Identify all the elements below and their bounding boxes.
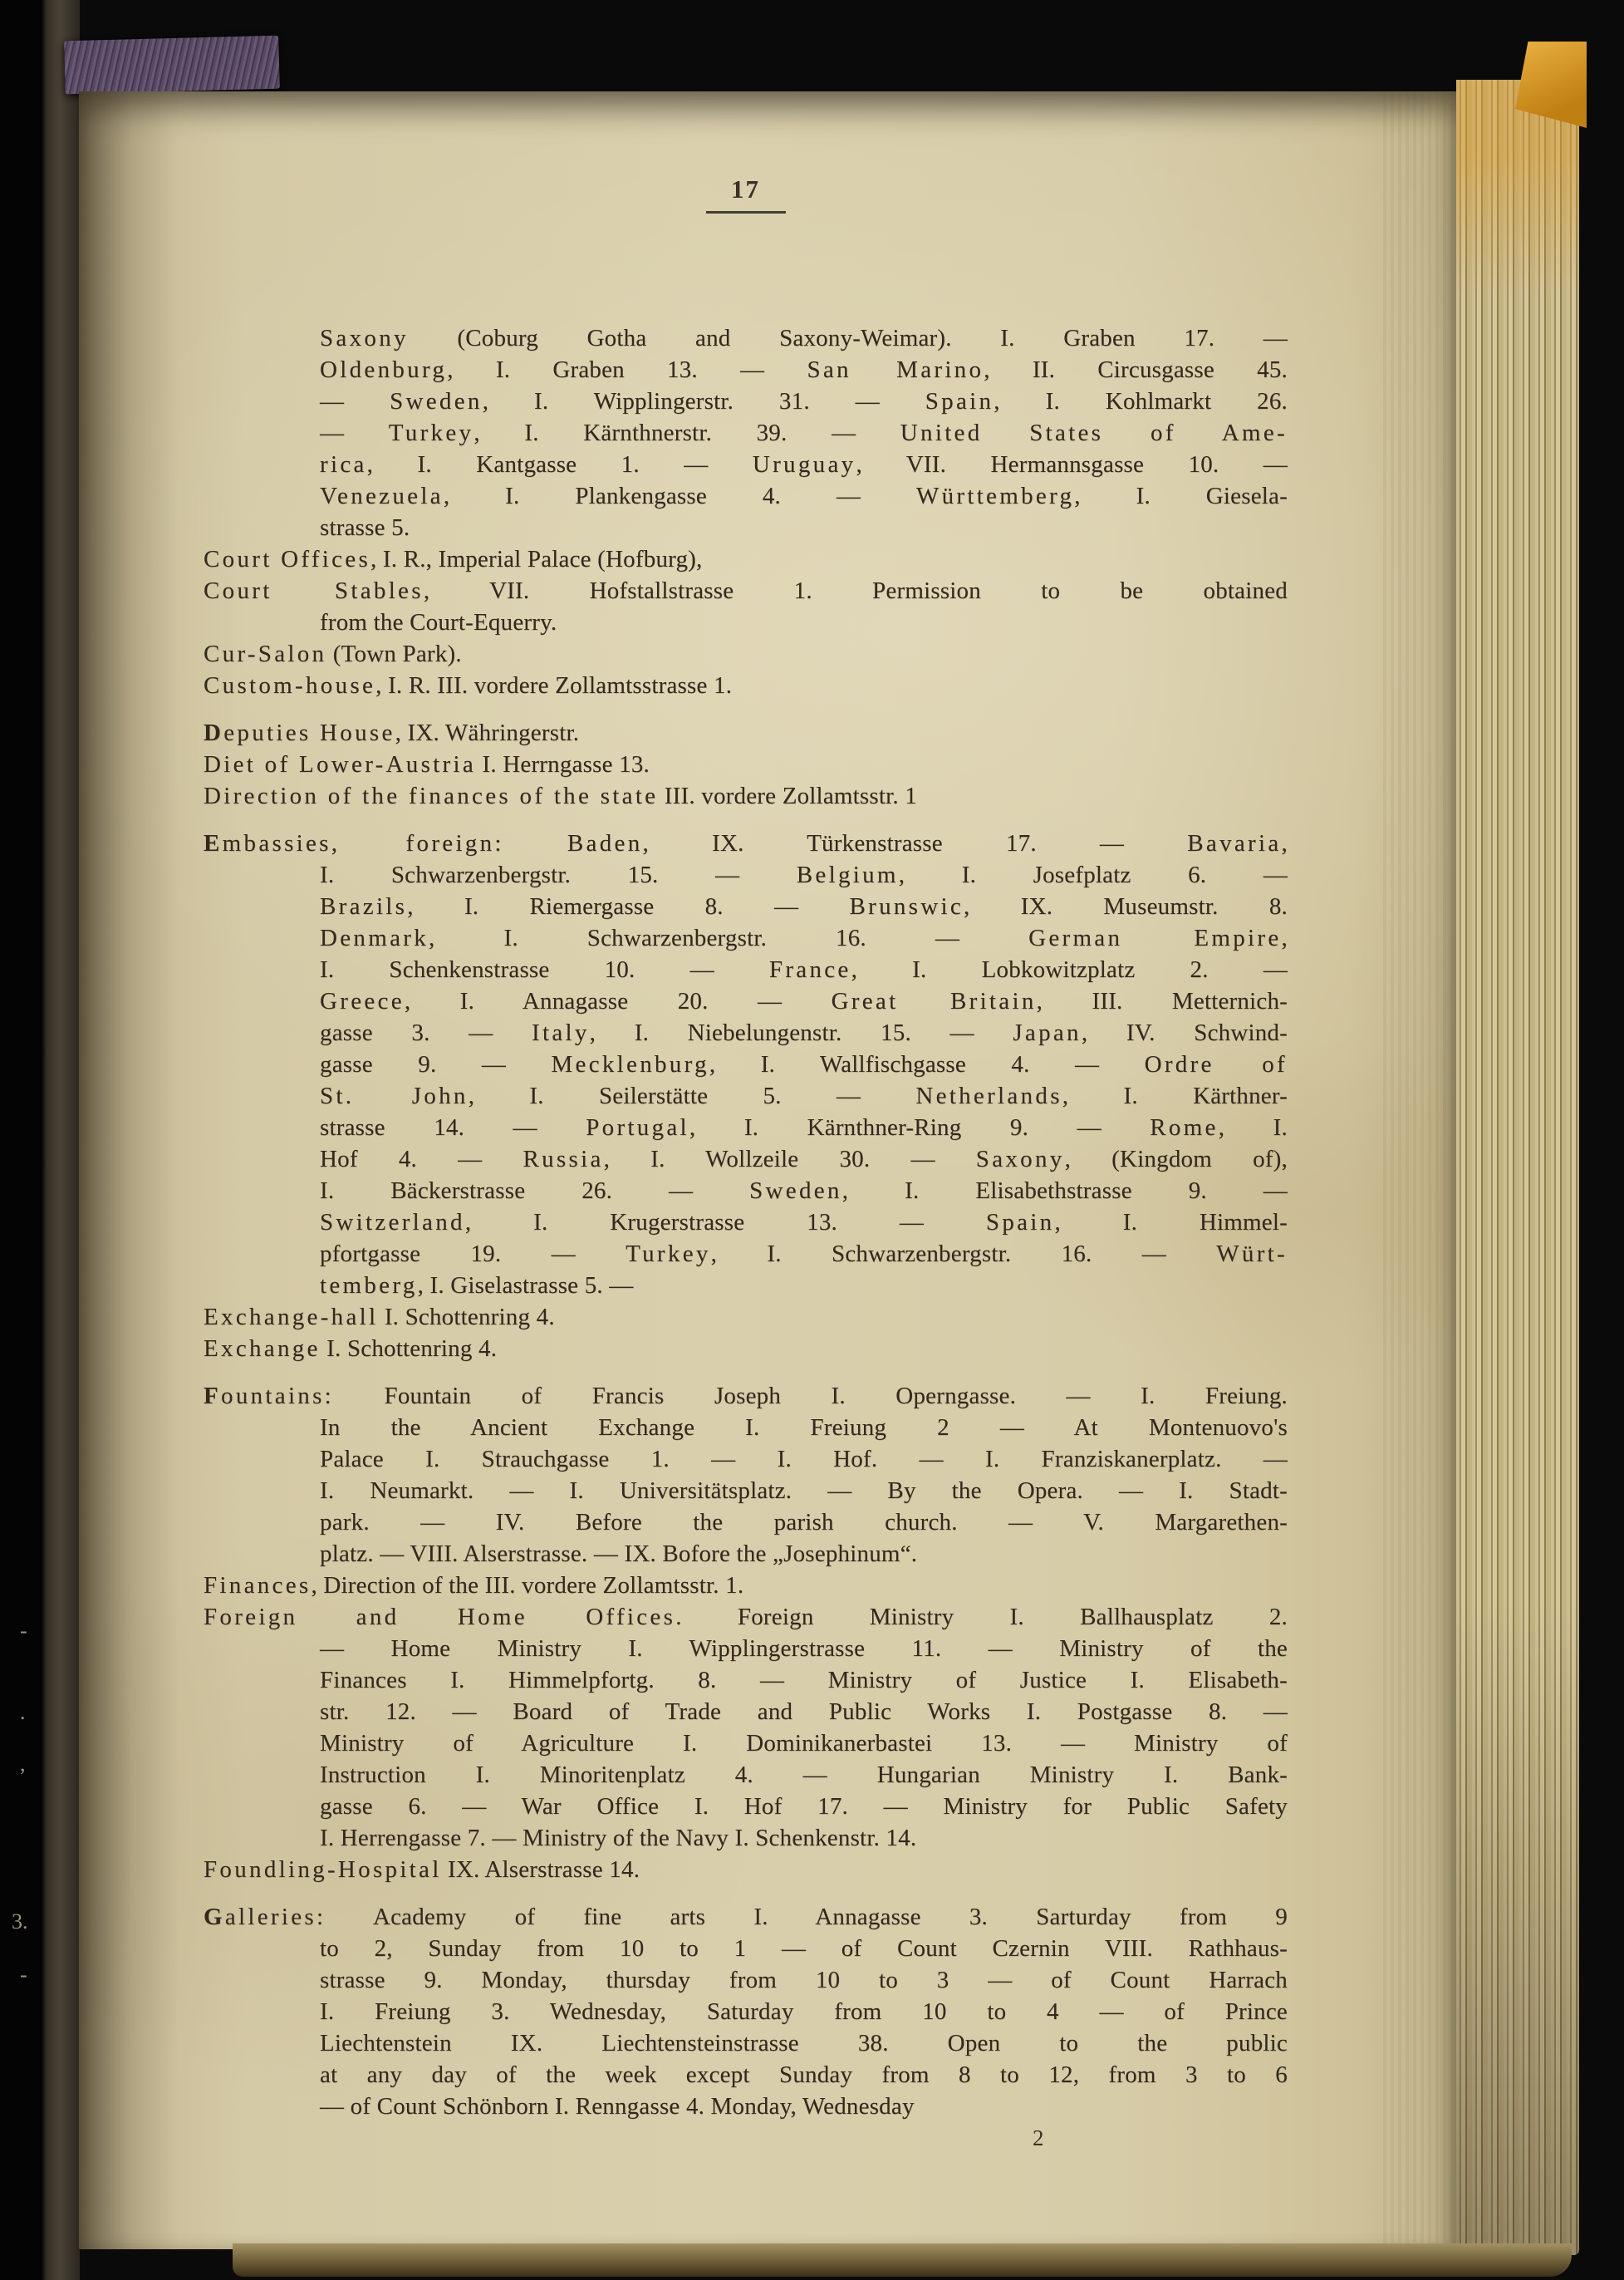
entry-term: Spain	[985, 1209, 1055, 1236]
entry-text: , I. R. III. vordere Zollamtsstrasse 1.	[375, 672, 733, 699]
entry-term: eputies House	[223, 720, 395, 746]
entry-term: rica	[320, 451, 367, 478]
entry-term: Russia	[523, 1146, 604, 1172]
entry-text: , I. Wollzeile 30. —	[603, 1146, 976, 1172]
text-line	[204, 1380, 1288, 1412]
text-line	[204, 2027, 1288, 2059]
entry-text: I. Schottenring 4.	[378, 1304, 555, 1330]
entry-text: , I. Giselastrasse 5. —	[417, 1272, 634, 1299]
text-line	[204, 1664, 1288, 1696]
text-line	[204, 1080, 1288, 1112]
entry-text: , I. Kärthner-	[1062, 1083, 1288, 1109]
entry-term: Portugal	[586, 1114, 689, 1141]
text-line	[204, 1901, 1288, 1933]
entry-text: III. vordere Zollamtsstr. 1	[658, 783, 917, 809]
entry-term: G	[204, 1904, 225, 1930]
entry-text: , I. Lobkowitzplatz 2. —	[851, 956, 1288, 983]
entry-text: , I. Krugerstrasse 13. —	[464, 1209, 986, 1236]
entry-text: (Coburg Gotha and Saxony-Weimar). I. Graben 17. —	[408, 325, 1288, 351]
entry-text: , I. Seilerstätte 5. —	[468, 1083, 916, 1109]
entry-text: I. Schenkenstrasse 10. —	[320, 956, 769, 983]
entry-text: , I. R., Imperial Palace (Hofburg),	[370, 546, 703, 572]
entry-text: — of Count Schönborn I. Renngasse 4. Monday, Wednesday	[320, 2093, 915, 2120]
entry-term: Sweden	[749, 1177, 842, 1204]
directory-entry	[204, 543, 1288, 575]
entry-text: , I. Wallfischgasse 4. —	[709, 1051, 1145, 1078]
entry-term: ountains:	[221, 1383, 335, 1409]
text-line	[204, 670, 1288, 701]
entry-term: Switzerland	[320, 1209, 465, 1236]
entry-text: , Direction of the III. vordere Zollamtsstr. 1.	[311, 1572, 744, 1599]
entry-text: In the Ancient Exchange I. Freiung 2 — At Montenuovo's	[320, 1414, 1288, 1441]
entry-term: Württemberg	[915, 483, 1075, 509]
text-line	[204, 1633, 1288, 1664]
folio-header	[204, 174, 1288, 214]
text-line	[204, 1049, 1288, 1080]
text-line	[204, 417, 1288, 449]
entry-term: Baden	[567, 830, 643, 857]
text-line	[204, 1143, 1288, 1175]
entry-text: , I. Riemergasse 8. —	[407, 893, 850, 920]
entry-term: Japan	[1013, 1020, 1082, 1046]
entry-term: Diet of Lower-Austria	[204, 751, 477, 778]
directory-entry	[204, 575, 1288, 638]
entry-term: Exchange-hall	[204, 1304, 379, 1330]
entry-term: Brunswic	[849, 893, 964, 920]
entry-text: ,	[1281, 830, 1288, 857]
text-line	[204, 386, 1288, 417]
entry-term: Court Stables	[204, 577, 424, 604]
signature-mark: 2	[1033, 2125, 1044, 2150]
entry-text: IX. Alserstrasse 14.	[441, 1856, 640, 1883]
entry-term: Spain	[925, 388, 994, 415]
entry-text: , I. Josefplatz 6. —	[898, 862, 1288, 888]
entry-text: gasse 3. —	[320, 1020, 532, 1046]
directory-entry	[204, 322, 1288, 543]
entry-term: Court Offices	[204, 546, 371, 572]
entry-text: Finances I. Himmelpfortg. 8. — Ministry of Justice I. Elisabeth-	[320, 1667, 1288, 1693]
entry-text: , IX. Türkenstrasse 17. —	[642, 830, 1188, 857]
entry-text: str. 12. — Board of Trade and Public Works I. Postgasse 8. —	[320, 1698, 1288, 1725]
print-through-ghosting	[1383, 91, 1458, 2249]
bottom-page-edge	[233, 2243, 1572, 2277]
entry-term: San Marino	[807, 356, 984, 383]
entry-term: Direction of the finances of the state	[204, 783, 659, 809]
entry-text: I. Schottenring 4.	[320, 1335, 498, 1362]
text-line	[204, 1854, 1288, 1885]
entry-term: temberg	[320, 1272, 418, 1299]
entry-text: , I. Kärnthner-Ring 9. —	[689, 1114, 1151, 1141]
directory-entry	[204, 780, 1288, 812]
text-line	[204, 543, 1288, 575]
directory-entry	[204, 1380, 1288, 1570]
entry-text: platz. — VIII. Alserstrasse. — IX. Bofore the „Josephinum“.	[320, 1540, 918, 1567]
text-line	[204, 1333, 1288, 1364]
text-line	[204, 1822, 1288, 1854]
entry-term: Oldenburg	[320, 356, 448, 383]
text-line	[204, 512, 1288, 543]
text-line	[204, 1933, 1288, 1964]
text-line	[204, 480, 1288, 512]
text-line	[204, 828, 1288, 859]
cutoff-text-fragment: -	[20, 1963, 27, 1987]
text-line	[204, 607, 1288, 638]
directory-entry	[204, 1301, 1288, 1333]
entry-text: , IV. Schwind-	[1081, 1020, 1288, 1046]
gutter-shadow	[79, 91, 179, 2249]
entry-term: Turkey	[388, 420, 474, 446]
facing-page-edge	[0, 0, 80, 2280]
entry-term: Ordre of	[1144, 1051, 1288, 1078]
entry-text: gasse 9. —	[320, 1051, 552, 1078]
text-line	[204, 954, 1288, 985]
directory-entry	[204, 670, 1288, 701]
entry-text: , I. Himmel-	[1054, 1209, 1288, 1236]
entry-text: , I. Niebelungenstr. 15. —	[589, 1020, 1013, 1046]
entry-term: Foreign and Home Offices	[204, 1604, 676, 1630]
text-line	[204, 1601, 1288, 1633]
text-line	[204, 859, 1288, 891]
entry-text: , II. Circusgasse 45.	[984, 356, 1288, 383]
entry-term: St. John	[320, 1083, 469, 1109]
entry-term: Greece	[320, 988, 405, 1015]
entry-term: Cur-Salon	[204, 641, 327, 667]
text-line	[204, 1570, 1288, 1601]
directory-entry	[204, 1601, 1288, 1854]
entry-text: I. Herrengasse 7. — Ministry of the Navy I. Schenkenstr. 14.	[320, 1825, 917, 1851]
entry-term: Rome	[1150, 1114, 1219, 1141]
text-line	[204, 1506, 1288, 1538]
text-line	[204, 1696, 1288, 1727]
text-line	[204, 780, 1288, 812]
entry-text: , I. Schwarzenbergstr. 16. —	[710, 1241, 1217, 1267]
entry-text: strasse 9. Monday, thursday from 10 to 3 — of Count Harrach	[320, 1967, 1288, 1993]
entry-text: , I.	[1218, 1114, 1288, 1141]
entry-term: D	[204, 720, 224, 746]
entry-text: Instruction I. Minoritenplatz 4. — Hungarian Ministry I. Bank-	[320, 1762, 1288, 1788]
entry-text: , I. Kärnthnerstr. 39. —	[473, 420, 900, 446]
entry-text: , VII. Hermannsgasse 10. —	[856, 451, 1288, 478]
text-line	[204, 2059, 1288, 2091]
entry-term: Custom-house	[204, 672, 376, 699]
entry-text: , I. Giesela-	[1074, 483, 1288, 509]
entry-term: Belgium	[796, 862, 899, 888]
entry-text: , IX. Währingerstr.	[395, 720, 580, 746]
entry-text: I. Freiung 3. Wednesday, Saturday from 10 to 4 — of Prince	[320, 1998, 1288, 2025]
entry-text: at any day of the week except Sunday from 8 to 12, from 3 to 6	[320, 2061, 1288, 2088]
entry-text	[504, 830, 567, 857]
entry-term: Mecklenburg	[551, 1051, 709, 1078]
entry-text: to 2, Sunday from 10 to 1 — of Count Czernin VIII. Rathhaus-	[320, 1935, 1288, 1962]
page-number: 17	[731, 174, 760, 204]
entry-term: Sweden	[390, 388, 483, 415]
entry-term: Netherlands	[915, 1083, 1062, 1109]
entry-term: alleries:	[224, 1904, 326, 1930]
text-line	[204, 891, 1288, 922]
text-line	[204, 1206, 1288, 1238]
entry-text: —	[320, 388, 390, 415]
page-text-block	[204, 322, 1288, 2122]
entry-text: . Foreign Ministry I. Ballhausplatz 2.	[675, 1604, 1288, 1630]
entry-term: Saxony	[320, 325, 409, 351]
entry-text: , I. Schwarzenbergstr. 16. —	[429, 925, 1029, 951]
directory-entry	[204, 828, 1288, 1301]
text-line	[204, 1475, 1288, 1506]
directory-entry	[204, 1854, 1288, 1885]
entry-text: , I. Plankengasse 4. —	[443, 483, 916, 509]
cutoff-text-fragment: ,	[20, 1752, 26, 1776]
entry-text: Liechtenstein IX. Liechtensteinstrasse 38. Open to the public	[320, 2030, 1288, 2056]
entry-text: pfortgasse 19. —	[320, 1241, 626, 1267]
entry-text: strasse 5.	[320, 514, 410, 541]
entry-text: —	[320, 420, 389, 446]
text-line	[204, 1412, 1288, 1443]
page-number-rule	[706, 211, 786, 214]
text-line	[204, 449, 1288, 480]
text-line	[204, 1759, 1288, 1791]
entry-term: Würt-	[1216, 1241, 1288, 1267]
text-line	[204, 717, 1288, 749]
entry-text: Hof 4. —	[320, 1146, 523, 1172]
directory-entry	[204, 749, 1288, 780]
entry-term: Italy	[532, 1020, 590, 1046]
directory-entry	[204, 1570, 1288, 1601]
entry-text: , I. Annagasse 20. —	[404, 988, 832, 1015]
text-line	[204, 1791, 1288, 1822]
text-line	[204, 985, 1288, 1017]
entry-text: from the Court-Equerry.	[320, 609, 557, 636]
entry-term: Great Britain	[831, 988, 1037, 1015]
entry-text: ,	[1281, 925, 1288, 951]
entry-term: Uruguay	[752, 451, 856, 478]
directory-entry	[204, 717, 1288, 749]
entry-text: park. — IV. Before the parish church. — V. Margarethen-	[320, 1509, 1288, 1536]
binding-cloth-fragment	[64, 36, 280, 95]
entry-term: United States of Ame-	[900, 420, 1288, 446]
entry-text: gasse 6. — War Office I. Hof 17. — Ministry for Public Safety	[320, 1793, 1288, 1820]
entry-term: German Empire	[1028, 925, 1282, 951]
entry-text: , I. Wipplingerstr. 31. —	[482, 388, 925, 415]
text-line	[204, 2091, 1288, 2122]
entry-text: I. Herrngasse 13.	[476, 751, 650, 778]
text-line	[204, 1964, 1288, 1996]
entry-term: Foundling-Hospital	[204, 1856, 442, 1883]
entry-text: , I. Graben 13. —	[447, 356, 807, 383]
entry-term: F	[204, 1383, 222, 1409]
entry-text: I. Schwarzenbergstr. 15. —	[320, 862, 797, 888]
text-line	[204, 354, 1288, 386]
entry-term: E	[204, 830, 223, 857]
book-page	[79, 91, 1458, 2249]
text-line	[204, 1443, 1288, 1475]
entry-text: , VII. Hofstallstrasse 1. Permission to be obtained	[423, 577, 1288, 604]
entry-text: (Town Park).	[326, 641, 462, 667]
entry-text: Academy of fine arts I. Annagasse 3. Sarturday from 9	[326, 1904, 1288, 1930]
text-line	[204, 922, 1288, 954]
fore-edge-pages	[1456, 80, 1579, 2255]
directory-entry	[204, 1333, 1288, 1364]
entry-term: Finances	[204, 1572, 312, 1599]
cutoff-text-fragment: .	[20, 1700, 26, 1724]
entry-text: , I. Elisabethstrasse 9. —	[841, 1177, 1288, 1204]
text-line	[204, 638, 1288, 670]
text-line	[204, 1996, 1288, 2027]
directory-entry	[204, 638, 1288, 670]
text-line	[204, 1175, 1288, 1206]
entry-term: Venezuela	[320, 483, 444, 509]
entry-term: France	[768, 956, 851, 983]
text-line	[204, 1017, 1288, 1049]
text-line	[204, 749, 1288, 780]
cutoff-text-fragment: -	[20, 1619, 27, 1643]
entry-term: Brazils	[320, 893, 408, 920]
cutoff-text-fragment: 3.	[12, 1909, 28, 1934]
entry-text: I. Neumarkt. — I. Universitätsplatz. — By the Opera. — I. Stadt-	[320, 1477, 1288, 1504]
entry-text: , III. Metternich-	[1036, 988, 1288, 1015]
entry-term: Turkey	[626, 1241, 711, 1267]
entry-term: Bavaria	[1187, 830, 1282, 857]
entry-text: , IX. Museumstr. 8.	[964, 893, 1288, 920]
entry-text: Palace I. Strauchgasse 1. — I. Hof. — I. Franziskanerplatz. —	[320, 1446, 1288, 1472]
directory-entry	[204, 1901, 1288, 2122]
text-line	[204, 575, 1288, 607]
entry-term: mbassies, foreign:	[222, 830, 504, 857]
entry-text: , I. Kohlmarkt 26.	[994, 388, 1288, 415]
text-line	[204, 1727, 1288, 1759]
entry-text: Ministry of Agriculture I. Dominikanerbastei 13. — Ministry of	[320, 1730, 1288, 1757]
text-line	[204, 322, 1288, 354]
entry-text: strasse 14. —	[320, 1114, 586, 1141]
text-line	[204, 1301, 1288, 1333]
text-line	[204, 1238, 1288, 1270]
entry-text: , (Kingdom of),	[1064, 1146, 1288, 1172]
entry-term: Denmark	[320, 925, 429, 951]
entry-term: Exchange	[204, 1335, 321, 1362]
text-line	[204, 1112, 1288, 1143]
entry-term: Saxony	[975, 1146, 1065, 1172]
text-line	[204, 1538, 1288, 1570]
entry-text: — Home Ministry I. Wipplingerstrasse 11. — Ministry of the	[320, 1635, 1288, 1662]
entry-text: Fountain of Francis Joseph I. Operngasse. — I. Freiung.	[334, 1383, 1288, 1409]
text-line	[204, 1270, 1288, 1301]
entry-text: I. Bäckerstrasse 26. —	[320, 1177, 750, 1204]
entry-text: , I. Kantgasse 1. —	[366, 451, 753, 478]
